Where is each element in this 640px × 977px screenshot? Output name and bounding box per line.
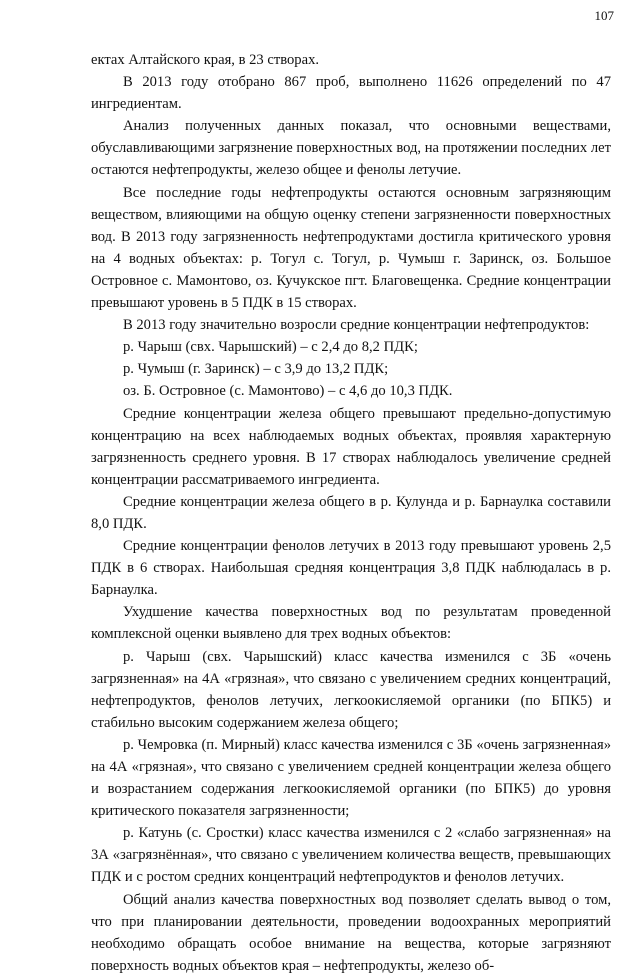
paragraph-4: Все последние годы нефтепродукты остаются основным загрязняющим веществом, влияющими на общую оценку степени загрязненности поверхностных вод. В 2013 году загрязненность нефтепродуктами достигла критического уровня на 4 водных объектах: р. Тогул с. Тогул, р. Чумыш г. Заринск, оз. Большое Островное с. Мамонтово, оз. Кучукское пгт. Благовещенка. Средние концентрации превышают уровень в 5 ПДК в 15 створах. [91, 184, 611, 312]
list-item-ostrovnoe: оз. Б. Островное (с. Мамонтово) – с 4,6 до 10,3 ПДК. [123, 383, 453, 400]
paragraph-1: ектах Алтайского края, в 23 створах. [91, 52, 320, 68]
paragraph-2: В 2013 году отобрано 867 проб, выполнено 11626 определений по 47 ингредиентам. [91, 74, 611, 113]
paragraph-9: Средние концентрации железа общего превышают предельно-допустимую концентрацию на всех наблюдаемых водных объектах, проявляя характерную загрязненность среднего уровня. В 17 створах наблюдалось увеличение средней концентрации рассматриваемого ингредиента. [91, 405, 611, 488]
page-number: 107 [594, 8, 614, 23]
paragraph-16: Общий анализ качества поверхностных вод позволяет сделать вывод о том, что при планировании деятельности, проведении водоохранных мероприятий необходимо обращать особое внимание на вещества, которые загрязняют поверхность водных объектов края – нефтепродукты, железо об- [91, 891, 611, 974]
paragraph-11: Средние концентрации фенолов летучих в 2013 году превышают уровень 2,5 ПДК в 6 створах. Наибольшая средняя концентрация 3,8 ПДК наблюдалась в р. Барнаулка. [91, 538, 611, 599]
paragraph-14: р. Чемровка (п. Мирный) класс качества изменился с 3Б «очень загрязненная» на 4А «грязная», что связано с увеличением средней концентрации железа общего и возрастанием содержания легкоокисляемой органики (по БПК5) до уровня критического показателя загрязненности; [91, 736, 611, 820]
paragraph-10: Средние концентрации железа общего в р. Кулунда и р. Барнаулка составили 8,0 ПДК. [91, 493, 611, 532]
paragraph-5: В 2013 году значительно возросли средние концентрации нефтепродуктов: [123, 317, 590, 334]
paragraph-15: р. Катунь (с. Сростки) класс качества изменился с 2 «слабо загрязненная» на 3А «загрязнённая», что связано с увеличением количества веществ, превышающих ПДК и с ростом средних концентраций нефтепродуктов и фенолов летучих. [91, 825, 611, 886]
document-body [91, 49, 611, 977]
list-item-chumysh: р. Чумыш (г. Заринск) – с 3,9 до 13,2 ПДК; [123, 361, 389, 378]
paragraph-12: Ухудшение качества поверхностных вод по результатам проведенной комплексной оценки выявлено для трех водных объектов: [91, 604, 611, 643]
paragraph-3: Анализ полученных данных показал, что основными веществами, обуславливающими загрязнение поверхностных вод, на протяжении последних лет остаются нефтепродукты, железо общее и фенолы летучие. [91, 118, 611, 179]
list-item-charysh: р. Чарыш (свх. Чарышский) – с 2,4 до 8,2 ПДК; [123, 339, 418, 356]
paragraph-13: р. Чарыш (свх. Чарышский) класс качества изменился с 3Б «очень загрязненная» на 4А «грязная», что связано с увеличением средних концентраций, нефтепродуктов, фенолов летучих, легкоокисляемой органики (по БПК5) и стабильно высоким содержанием железа общего; [91, 648, 611, 731]
